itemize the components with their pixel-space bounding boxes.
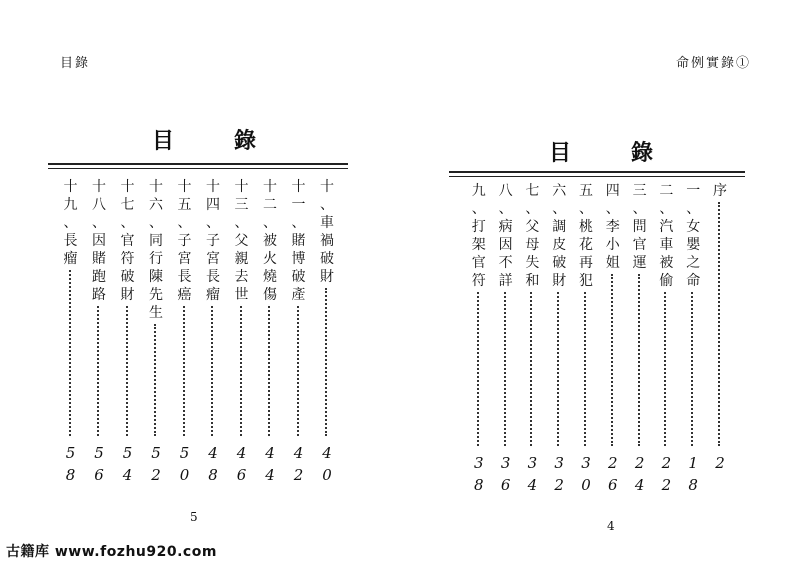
toc-char: 、 — [177, 215, 192, 231]
page-digit: 1 — [688, 454, 698, 472]
page-digit: 2 — [634, 454, 645, 472]
toc-page-number — [117, 442, 139, 486]
watermark-site-name: 古籍库 — [6, 544, 50, 560]
toc-char: 破 — [120, 269, 135, 285]
toc-page-number — [145, 442, 167, 486]
toc-entry — [288, 178, 310, 486]
toc-char: 皮 — [552, 237, 567, 253]
page-digit: 5 — [122, 444, 133, 462]
toc-entry-title — [202, 178, 224, 304]
toc-char: 宮 — [206, 251, 220, 267]
toc-entry-title — [88, 178, 110, 304]
toc-char: 十 — [263, 179, 277, 195]
toc-char: 長 — [177, 269, 192, 285]
page-digit: 5 — [151, 444, 161, 462]
toc-page-number — [521, 452, 543, 496]
page-digit: 6 — [236, 466, 247, 484]
toc-char: 跑 — [92, 269, 106, 285]
toc-char: 子 — [206, 233, 220, 249]
toc-char: 四 — [605, 183, 620, 199]
toc-char: 、 — [149, 215, 163, 231]
toc-char: 姐 — [605, 255, 620, 271]
toc-char: 、 — [605, 201, 620, 217]
toc-entry-title — [521, 182, 543, 290]
toc-char: 長 — [206, 269, 220, 285]
toc-page-number — [655, 452, 677, 496]
toc-entry-title — [288, 178, 310, 304]
toc-char: 、 — [471, 201, 486, 217]
toc-char: 賭 — [92, 251, 106, 267]
leader-dots — [718, 202, 722, 446]
toc-char: 十 — [149, 179, 163, 195]
page-digit: 2 — [661, 454, 672, 472]
toc-char: 世 — [234, 287, 249, 303]
toc-char: 母 — [525, 237, 540, 253]
toc-char: 財 — [552, 273, 567, 289]
page-digit: 4 — [122, 466, 133, 484]
toc-entry-title — [629, 182, 651, 272]
toc-char: 父 — [234, 233, 249, 249]
toc-entry-title — [60, 178, 82, 268]
toc-entry — [60, 178, 82, 486]
toc-char: 、 — [234, 215, 249, 231]
toc-entry-title — [495, 182, 517, 290]
toc-entry — [117, 178, 139, 486]
page-digit: 0 — [179, 466, 190, 484]
toc-entry — [602, 182, 624, 496]
toc-char: 、 — [120, 215, 135, 231]
toc-char: 、 — [498, 201, 513, 217]
toc-entry-title — [602, 182, 624, 272]
toc-char: 不 — [498, 255, 513, 271]
toc-entry — [521, 182, 543, 496]
leader-dots — [154, 324, 158, 436]
running-head: 目錄 — [60, 56, 91, 71]
toc-char: 序 — [713, 183, 727, 199]
leader-dots — [69, 270, 73, 436]
toc-page-number — [174, 442, 196, 486]
toc-char: 、 — [291, 215, 306, 231]
toc-char: 破 — [552, 255, 567, 271]
title-rule-thin — [48, 168, 348, 169]
toc-entry — [682, 182, 704, 496]
toc-char: 瘤 — [63, 251, 78, 267]
leader-dots — [325, 288, 329, 436]
toc-entry — [316, 178, 338, 486]
page-digit: 6 — [500, 476, 511, 494]
page-digit: 4 — [265, 466, 275, 484]
page-digit: 3 — [474, 454, 484, 472]
toc-char: 子 — [177, 233, 192, 249]
toc-char: 十 — [234, 179, 249, 195]
watermark-url: www.fozhu920.com — [54, 544, 217, 560]
toc-page-number — [231, 442, 253, 486]
page-digit: 2 — [554, 476, 564, 494]
toc-page-number — [709, 452, 731, 474]
toc-char: 、 — [92, 215, 106, 231]
page-digit: 2 — [293, 466, 304, 484]
toc-page-number — [202, 442, 224, 486]
toc-entry-title — [548, 182, 570, 290]
toc-page-number — [629, 452, 651, 496]
toc-char: 六 — [552, 183, 567, 199]
page-digit: 2 — [715, 454, 725, 472]
toc-entry-title — [682, 182, 704, 290]
toc-char: 三 — [632, 183, 647, 199]
toc-char: 架 — [471, 237, 486, 253]
toc-char: 車 — [659, 237, 674, 253]
toc-page-number — [88, 442, 110, 486]
toc-char: 火 — [263, 251, 277, 267]
title-rule — [48, 163, 348, 165]
leader-dots — [97, 306, 101, 436]
toc-char: 十 — [92, 179, 106, 195]
leader-dots — [691, 292, 695, 446]
toc-page-number — [602, 452, 624, 496]
toc-char: 官 — [632, 237, 647, 253]
page-digit: 8 — [474, 476, 484, 494]
leader-dots — [664, 292, 668, 446]
toc-char: 再 — [579, 255, 593, 271]
page-digit: 5 — [94, 444, 104, 462]
toc-entry — [231, 178, 253, 486]
toc-entry — [629, 182, 651, 496]
toc-char: 路 — [92, 287, 106, 303]
right-page — [397, 0, 793, 571]
toc-char: 、 — [579, 201, 593, 217]
toc-char: 命 — [686, 273, 701, 289]
toc-char: 桃 — [579, 219, 593, 235]
toc-char: 九 — [63, 197, 78, 213]
toc-char: 、 — [63, 215, 78, 231]
toc-char: 、 — [525, 201, 540, 217]
toc-entry-title — [117, 178, 139, 304]
page-number: 5 — [190, 510, 198, 524]
toc-page-number — [495, 452, 517, 496]
toc-entry-title — [709, 182, 731, 200]
toc-entry — [202, 178, 224, 486]
leader-dots — [240, 306, 244, 436]
toc-char: 嬰 — [686, 237, 701, 253]
toc-char: 、 — [263, 215, 277, 231]
toc-entry-title — [655, 182, 677, 290]
leader-dots — [477, 292, 481, 446]
toc-char: 十 — [177, 179, 192, 195]
toc-char: 符 — [471, 273, 486, 289]
toc-page-number — [259, 442, 281, 486]
toc-entry — [468, 182, 490, 496]
toc-char: 因 — [498, 237, 513, 253]
toc-title: 目錄 — [549, 140, 714, 166]
page-digit: 4 — [634, 476, 645, 494]
toc-char: 七 — [120, 197, 135, 213]
page-digit: 3 — [500, 454, 511, 472]
toc-char: 偷 — [659, 273, 674, 289]
page-digit: 0 — [581, 476, 591, 494]
page-digit: 2 — [151, 466, 161, 484]
toc-entry — [548, 182, 570, 496]
toc-char: 十 — [206, 179, 220, 195]
toc-char: 運 — [632, 255, 647, 271]
toc-page-number — [468, 452, 490, 496]
page-digit: 6 — [608, 476, 618, 494]
toc-char: 癌 — [177, 287, 192, 303]
toc-char: 五 — [579, 183, 593, 199]
toc-char: 被 — [263, 233, 277, 249]
toc-entry-title — [468, 182, 490, 290]
toc-char: 被 — [659, 255, 674, 271]
toc-char: 八 — [498, 183, 513, 199]
leader-dots — [584, 292, 588, 446]
toc-entry-title — [174, 178, 196, 304]
toc-char: 十 — [120, 179, 135, 195]
toc-char: 財 — [120, 287, 135, 303]
toc-entry — [655, 182, 677, 496]
page-digit: 8 — [208, 466, 218, 484]
page-digit: 4 — [265, 444, 275, 462]
page-digit: 2 — [608, 454, 618, 472]
toc-char: 八 — [92, 197, 106, 213]
page-digit: 4 — [527, 476, 538, 494]
toc-char: 長 — [63, 233, 78, 249]
title-rule — [449, 171, 745, 173]
toc-entry — [259, 178, 281, 486]
toc-char: 調 — [552, 219, 567, 235]
leader-dots — [638, 274, 642, 446]
toc-entry — [709, 182, 731, 496]
leader-dots — [504, 292, 508, 446]
toc-char: 、 — [686, 201, 701, 217]
page-digit: 0 — [322, 466, 332, 484]
leader-dots — [297, 306, 301, 436]
toc-entry — [495, 182, 517, 496]
toc-char: 十 — [63, 179, 78, 195]
toc-page-number — [60, 442, 82, 486]
toc-char: 一 — [686, 183, 701, 199]
toc-char: 傷 — [263, 287, 277, 303]
toc-char: 因 — [92, 233, 106, 249]
toc-char: 、 — [320, 197, 334, 213]
leader-dots — [611, 274, 615, 446]
toc-entry-title — [259, 178, 281, 304]
toc-char: 十 — [320, 179, 334, 195]
page-digit: 8 — [688, 476, 698, 494]
toc-char: 、 — [632, 201, 647, 217]
toc-char: 三 — [234, 197, 249, 213]
toc-char: 、 — [552, 201, 567, 217]
page-digit: 4 — [293, 444, 304, 462]
toc-char: 失 — [525, 255, 540, 271]
toc-char: 打 — [471, 219, 486, 235]
toc-entry — [88, 178, 110, 486]
toc-char: 產 — [291, 287, 306, 303]
toc-char: 四 — [206, 197, 220, 213]
toc-char: 父 — [525, 219, 540, 235]
page-digit: 6 — [94, 466, 104, 484]
page-digit: 8 — [65, 466, 76, 484]
toc-page-number — [575, 452, 597, 496]
toc-char: 破 — [320, 251, 334, 267]
page-digit: 4 — [236, 444, 247, 462]
toc-char: 陳 — [149, 269, 163, 285]
toc-page-number — [288, 442, 310, 486]
leader-dots — [211, 306, 215, 436]
toc-char: 燒 — [263, 269, 277, 285]
toc-page-number — [316, 442, 338, 486]
toc-entry-title — [575, 182, 597, 290]
page-digit: 2 — [661, 476, 672, 494]
page-digit: 3 — [581, 454, 591, 472]
toc-char: 禍 — [320, 233, 334, 249]
toc-entry-title — [231, 178, 253, 304]
leader-dots — [126, 306, 130, 436]
toc-char: 之 — [686, 255, 701, 271]
toc-char: 、 — [659, 201, 674, 217]
toc-char: 官 — [120, 233, 135, 249]
toc-char: 小 — [605, 237, 620, 253]
toc-page-number — [682, 452, 704, 496]
leader-dots — [557, 292, 561, 446]
toc-char: 六 — [149, 197, 163, 213]
page-digit: 3 — [554, 454, 564, 472]
toc-char: 宮 — [177, 251, 192, 267]
toc-char: 行 — [149, 251, 163, 267]
page-digit: 4 — [208, 444, 218, 462]
running-head: 命例實錄① — [675, 56, 751, 71]
page-digit: 4 — [322, 444, 332, 462]
toc-char: 五 — [177, 197, 192, 213]
toc-entry — [145, 178, 167, 486]
toc-char: 二 — [263, 197, 277, 213]
page-digit: 5 — [179, 444, 190, 462]
toc-char: 官 — [471, 255, 486, 271]
site-watermark — [6, 541, 217, 561]
leader-dots — [530, 292, 534, 446]
toc-char: 生 — [149, 305, 163, 321]
toc-title: 目錄 — [152, 128, 317, 154]
toc-char: 先 — [149, 287, 163, 303]
toc-char: 和 — [525, 273, 540, 289]
toc-page-number — [548, 452, 570, 496]
toc-char: 破 — [291, 269, 306, 285]
toc-char: 詳 — [498, 273, 513, 289]
toc-char: 問 — [632, 219, 647, 235]
page-number: 4 — [607, 519, 615, 533]
toc-entry — [575, 182, 597, 496]
toc-char: 二 — [659, 183, 674, 199]
page-digit: 5 — [65, 444, 76, 462]
toc-char: 親 — [234, 251, 249, 267]
toc-entry-title — [145, 178, 167, 322]
leader-dots — [183, 306, 187, 436]
toc-char: 汽 — [659, 219, 674, 235]
page-digit: 3 — [527, 454, 538, 472]
toc-entry — [174, 178, 196, 486]
toc-char: 博 — [291, 251, 306, 267]
toc-char: 一 — [291, 197, 306, 213]
toc-char: 犯 — [579, 273, 593, 289]
toc-char: 車 — [320, 215, 334, 231]
toc-char: 花 — [579, 237, 593, 253]
toc-char: 李 — [605, 219, 620, 235]
toc-char: 七 — [525, 183, 540, 199]
toc-char: 九 — [471, 183, 486, 199]
toc-char: 女 — [686, 219, 701, 235]
leader-dots — [268, 306, 272, 436]
toc-char: 賭 — [291, 233, 306, 249]
toc-char: 符 — [120, 251, 135, 267]
toc-char: 、 — [206, 215, 220, 231]
toc-char: 去 — [234, 269, 249, 285]
toc-entry-title — [316, 178, 338, 286]
toc-char: 病 — [498, 219, 513, 235]
title-rule-thin — [449, 176, 745, 177]
toc-char: 瘤 — [206, 287, 220, 303]
toc-char: 財 — [320, 269, 334, 285]
toc-char: 同 — [149, 233, 163, 249]
toc-char: 十 — [291, 179, 306, 195]
